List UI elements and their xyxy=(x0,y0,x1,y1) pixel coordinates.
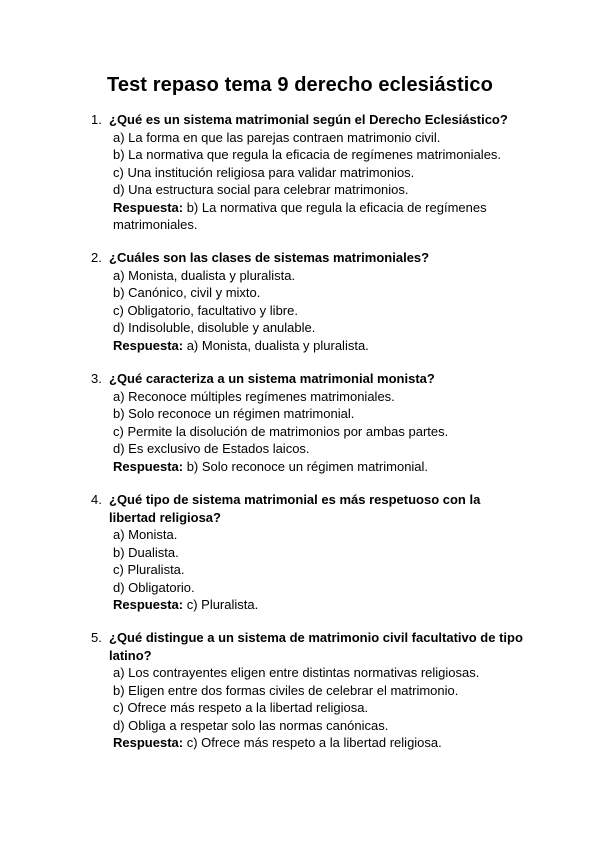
answer-text: b) Solo reconoce un régimen matrimonial. xyxy=(186,458,429,474)
option-list xyxy=(109,129,529,199)
question-body xyxy=(109,491,529,614)
option-a: a) Monista, dualista y pluralista. xyxy=(113,267,296,283)
question-text: ¿Qué distingue a un sistema de matrimonio civil facultativo de tipo latino? xyxy=(109,630,523,663)
option-b: b) Canónico, civil y mixto. xyxy=(113,285,261,300)
option-a: a) Los contrayentes eligen entre distintas normativas religiosas. xyxy=(113,665,480,680)
answer-label: Respuesta: xyxy=(113,458,184,474)
option-a: a) Monista. xyxy=(113,527,178,542)
answer-label: Respuesta: xyxy=(113,597,184,612)
answer-label: Respuesta: xyxy=(113,337,184,353)
answer-line xyxy=(109,734,529,752)
option-b: b) Dualista. xyxy=(113,544,179,560)
question-body xyxy=(109,629,529,752)
option-list xyxy=(109,526,529,596)
question-number: 2. xyxy=(91,250,102,265)
answer-line xyxy=(109,596,529,614)
option-d: d) Una estructura social para celebrar matrimonios. xyxy=(113,182,409,197)
option-d: d) Es exclusivo de Estados laicos. xyxy=(113,441,310,456)
page-title: Test repaso tema 9 derecho eclesiástico xyxy=(107,74,493,96)
option-c: c) Obligatorio, facultativo y libre. xyxy=(113,302,298,318)
question-number: 1. xyxy=(91,112,102,127)
option-list xyxy=(109,388,529,458)
option-a: a) Reconoce múltiples regímenes matrimoniales. xyxy=(113,388,395,404)
answer-text: c) Pluralista. xyxy=(186,597,259,612)
option-b: b) Solo reconoce un régimen matrimonial. xyxy=(113,406,355,421)
option-b: b) La normativa que regula la eficacia de regímenes matrimoniales. xyxy=(113,147,502,162)
option-d: d) Obliga a respetar solo las normas canónicas. xyxy=(113,717,389,733)
question-body xyxy=(109,111,529,234)
option-list xyxy=(109,664,529,734)
question-number: 5. xyxy=(91,630,102,645)
question-text: ¿Qué es un sistema matrimonial según el Derecho Eclesiástico? xyxy=(109,112,508,127)
question-text: ¿Qué caracteriza a un sistema matrimonial monista? xyxy=(109,371,435,386)
answer-text: b) La normativa que regula la eficacia de regímenes matrimoniales. xyxy=(113,199,487,232)
question-body xyxy=(109,249,529,354)
option-c: c) Pluralista. xyxy=(113,562,185,577)
question-number: 3. xyxy=(91,371,102,386)
answer-label: Respuesta: xyxy=(113,735,184,750)
question-body xyxy=(109,370,529,475)
option-b: b) Eligen entre dos formas civiles de celebrar el matrimonio. xyxy=(113,682,459,698)
answer-text: a) Monista, dualista y pluralista. xyxy=(186,337,369,353)
answer-label: Respuesta: xyxy=(113,199,184,215)
option-d: d) Indisoluble, disoluble y anulable. xyxy=(113,320,316,335)
option-c: c) Una institución religiosa para validar matrimonios. xyxy=(113,164,415,180)
answer-line xyxy=(109,458,529,476)
answer-line xyxy=(109,199,529,234)
option-list xyxy=(109,267,529,337)
option-c: c) Ofrece más respeto a la libertad religiosa. xyxy=(113,700,369,715)
option-c: c) Permite la disolución de matrimonios por ambas partes. xyxy=(113,423,449,439)
question-number: 4. xyxy=(91,492,102,507)
question-text: ¿Cuáles son las clases de sistemas matrimoniales? xyxy=(109,250,430,265)
option-d: d) Obligatorio. xyxy=(113,579,195,595)
option-a: a) La forma en que las parejas contraen matrimonio civil. xyxy=(113,129,441,145)
question-text: ¿Qué tipo de sistema matrimonial es más respetuoso con la libertad religiosa? xyxy=(109,492,481,525)
answer-text: c) Ofrece más respeto a la libertad religiosa. xyxy=(186,735,442,750)
answer-line xyxy=(109,337,529,355)
